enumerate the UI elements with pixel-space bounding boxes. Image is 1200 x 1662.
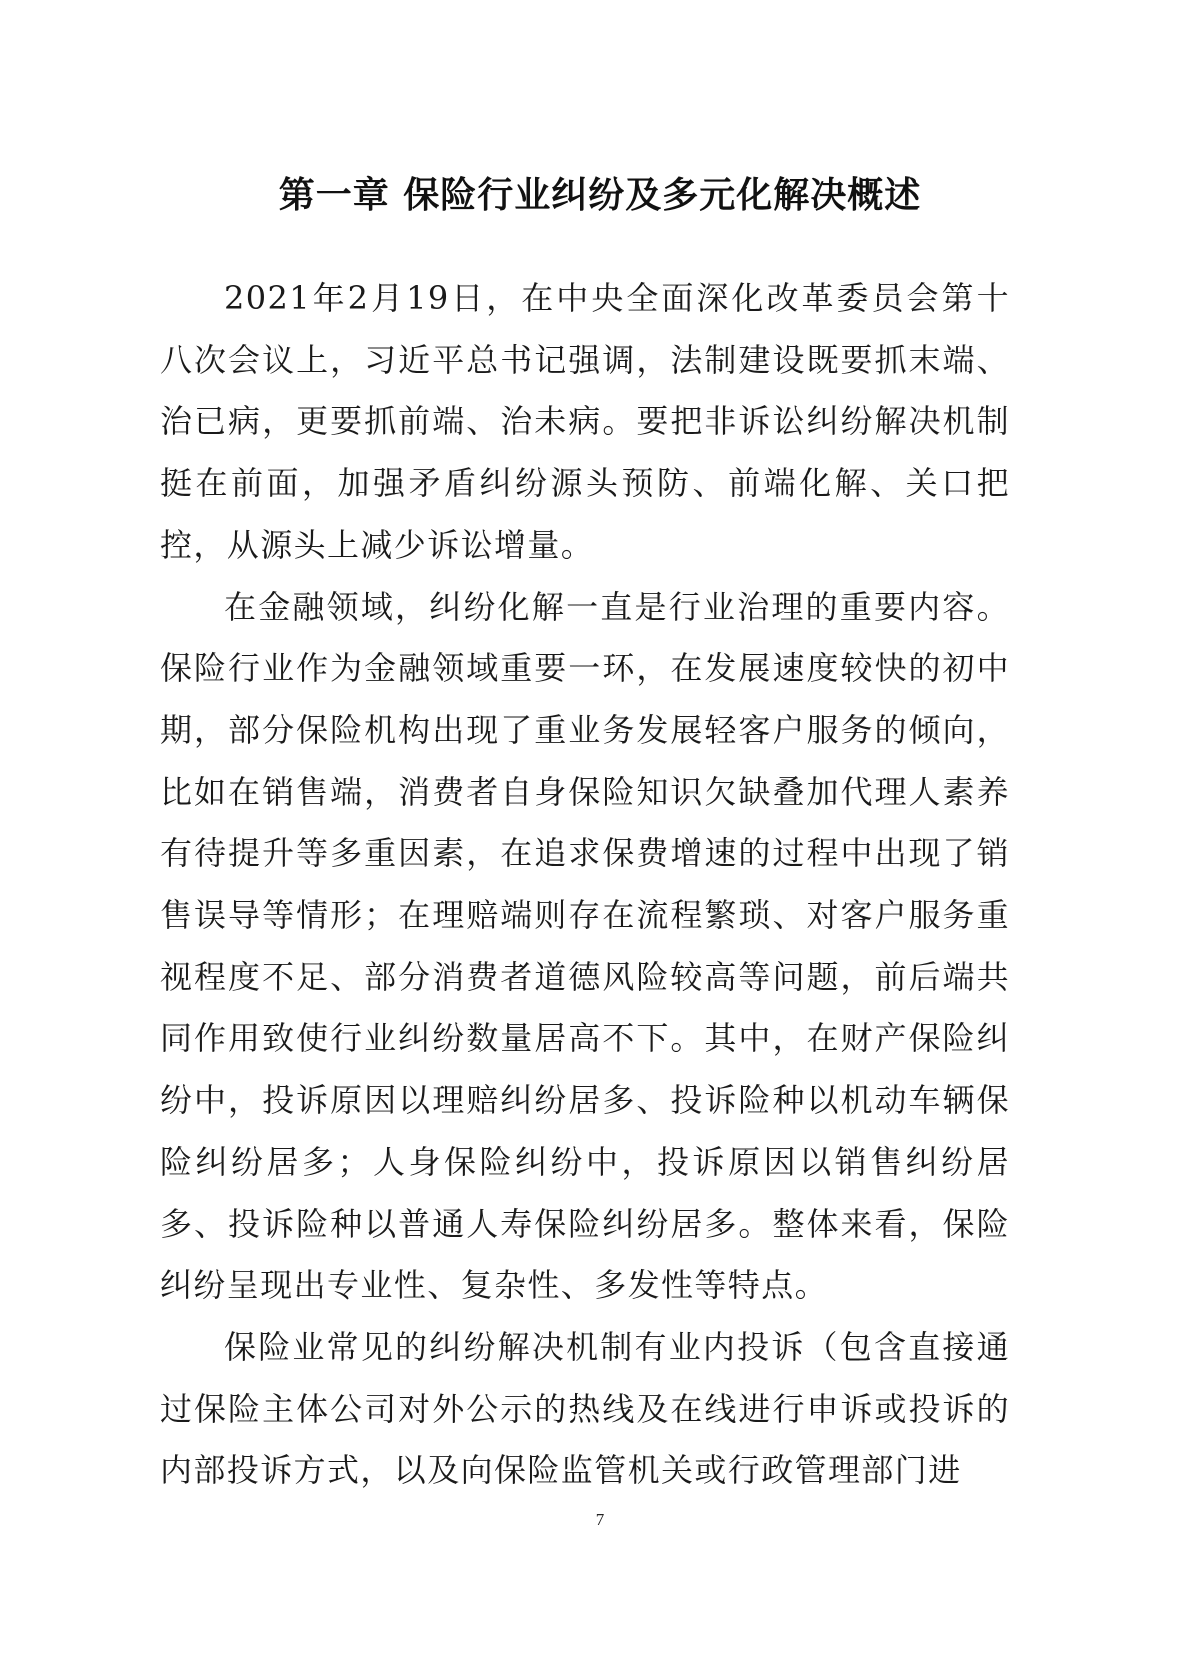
chapter-title: 第一章 保险行业纠纷及多元化解决概述 <box>278 175 922 216</box>
paragraph-3: 保险业常见的纠纷解决机制有业内投诉（包含直接通过保险主体公司对外公示的热线及在线进行申诉或投诉的内部投诉方式，以及向保险监管机关或行政管理部门进 <box>160 1327 1010 1490</box>
page-number: 7 <box>595 1510 605 1529</box>
paragraph-2: 在金融领域，纠纷化解一直是行业治理的重要内容。保险行业作为金融领域重要一环，在发展速度较快的初中期，部分保险机构出现了重业务发展轻客户服务的倾向，比如在销售端，消费者自身保险知识欠缺叠加代理人素养有待提升等多重因素，在追求保费增速的过程中出现了销售误导等情形；在理赔端则存在流程繁琐、对客户服务重视程度不足、部分消费者道德风险较高等问题，前后端共同作用致使行业纠纷数量居高不下。其中，在财产保险纠纷中，投诉原因以理赔纠纷居多、投诉险种以机动车辆保险纠纷居多；人身保险纠纷中，投诉原因以销售纠纷居多、投诉险种以普通人寿保险纠纷居多。整体来看，保险纠纷呈现出专业性、复杂性、多发性等特点。 <box>160 587 1010 1305</box>
paragraph-1: 2021年2月19日，在中央全面深化改革委员会第十八次会议上，习近平总书记强调，法制建设既要抓末端、治已病，更要抓前端、治未病。要把非诉讼纠纷解决机制挺在前面，加强矛盾纠纷源头预防、前端化解、关口把控，从源头上减少诉讼增量。 <box>160 279 1010 564</box>
body-text <box>160 268 1010 1502</box>
